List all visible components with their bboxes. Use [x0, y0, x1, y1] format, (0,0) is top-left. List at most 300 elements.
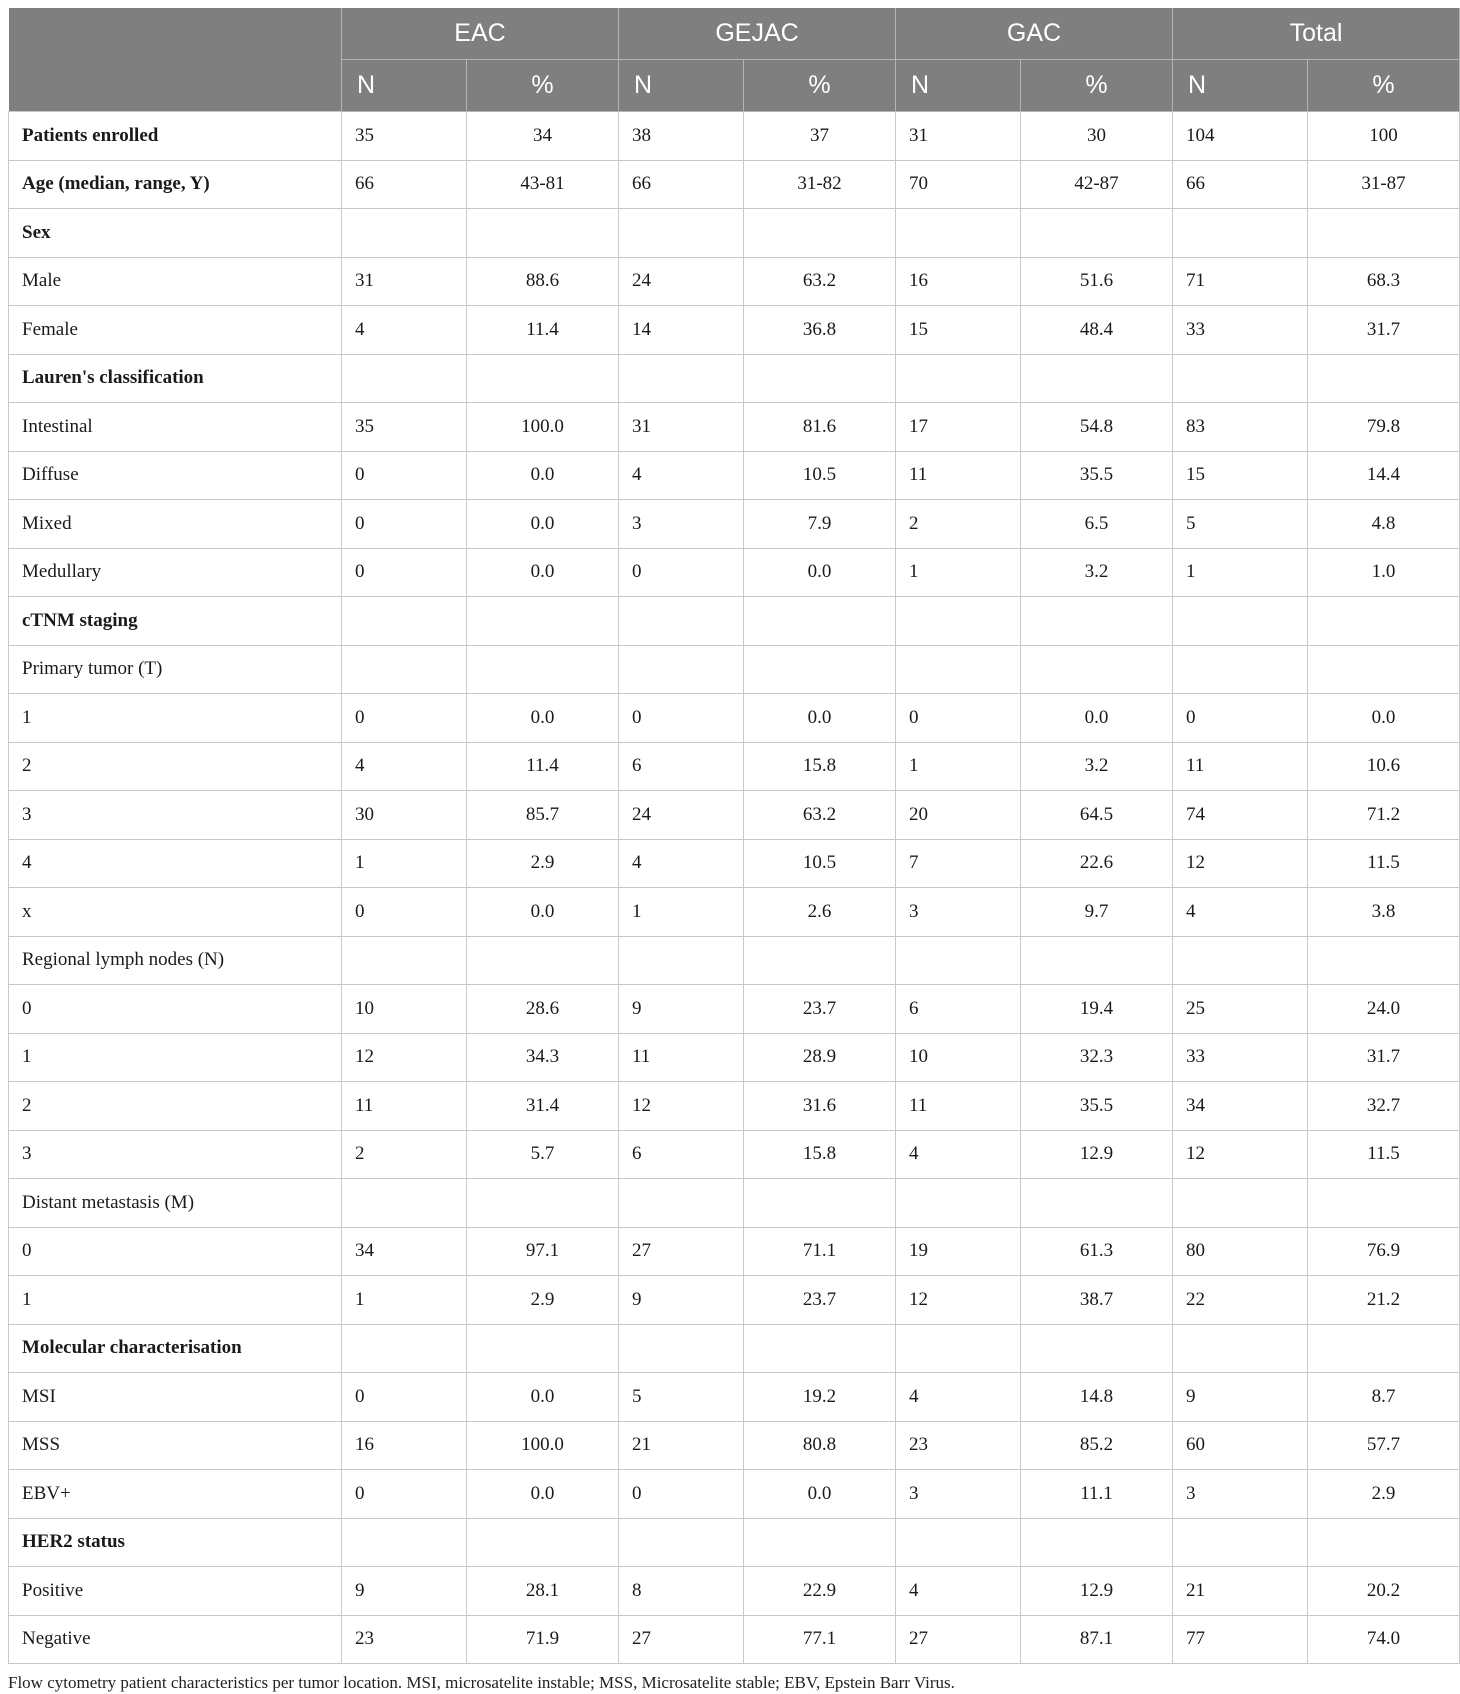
row-label: HER2 status [9, 1518, 342, 1567]
count-cell [896, 1518, 1021, 1567]
count-cell: 0 [342, 451, 467, 500]
percent-cell: 80.8 [744, 1421, 896, 1470]
table-row [9, 1082, 1460, 1131]
row-label: Female [9, 306, 342, 355]
percent-cell: 88.6 [467, 257, 619, 306]
table-row [9, 1373, 1460, 1422]
percent-cell: 81.6 [744, 403, 896, 452]
percent-cell [1308, 1518, 1460, 1567]
row-label: cTNM staging [9, 597, 342, 646]
percent-cell: 6.5 [1021, 500, 1173, 549]
count-cell: 4 [619, 451, 744, 500]
table-row [9, 742, 1460, 791]
table-row [9, 1615, 1460, 1664]
row-label: 0 [9, 1227, 342, 1276]
percent-cell: 37 [744, 112, 896, 161]
table-body [9, 112, 1460, 1664]
percent-cell: 2.6 [744, 888, 896, 937]
count-cell: 1 [342, 1276, 467, 1325]
table-row [9, 403, 1460, 452]
percent-cell: 32.3 [1021, 1033, 1173, 1082]
count-cell: 33 [1173, 306, 1308, 355]
count-cell [1173, 936, 1308, 985]
group-header-gac: GAC [896, 8, 1173, 60]
count-cell: 2 [896, 500, 1021, 549]
percent-cell: 0.0 [467, 451, 619, 500]
count-cell: 0 [342, 500, 467, 549]
count-cell: 23 [896, 1421, 1021, 1470]
count-cell [896, 645, 1021, 694]
percent-cell: 11.1 [1021, 1470, 1173, 1519]
percent-cell [1308, 1179, 1460, 1228]
count-cell: 71 [1173, 257, 1308, 306]
count-cell: 15 [1173, 451, 1308, 500]
count-cell: 27 [619, 1227, 744, 1276]
table-caption: Flow cytometry patient characteristics per tumor location. MSI, microsatelite instable; MSS, Microsatelite stable; EBV, Epstein Barr Virus. [8, 1673, 955, 1692]
count-cell: 60 [1173, 1421, 1308, 1470]
count-cell: 5 [1173, 500, 1308, 549]
percent-cell: 15.8 [744, 1130, 896, 1179]
percent-cell: 11.4 [467, 742, 619, 791]
row-label: Negative [9, 1615, 342, 1664]
count-cell: 30 [342, 791, 467, 840]
percent-cell [467, 1324, 619, 1373]
count-cell [342, 1324, 467, 1373]
percent-cell: 2.9 [467, 839, 619, 888]
percent-cell [744, 209, 896, 258]
percent-cell: 0.0 [744, 548, 896, 597]
percent-cell: 11.5 [1308, 839, 1460, 888]
count-cell: 38 [619, 112, 744, 161]
table-row [9, 306, 1460, 355]
percent-cell: 0.0 [467, 888, 619, 937]
table-row [9, 257, 1460, 306]
subheader-percent: % [1308, 60, 1460, 112]
percent-cell: 28.6 [467, 985, 619, 1034]
count-cell [896, 354, 1021, 403]
percent-cell: 31.7 [1308, 306, 1460, 355]
count-cell [342, 1179, 467, 1228]
percent-cell: 22.6 [1021, 839, 1173, 888]
count-cell: 74 [1173, 791, 1308, 840]
count-cell: 70 [896, 160, 1021, 209]
count-cell: 5 [619, 1373, 744, 1422]
percent-cell: 31-87 [1308, 160, 1460, 209]
percent-cell: 0.0 [1308, 694, 1460, 743]
percent-cell: 22.9 [744, 1567, 896, 1616]
table-row [9, 1033, 1460, 1082]
count-cell: 11 [342, 1082, 467, 1131]
group-header-eac: EAC [342, 8, 619, 60]
percent-cell [1308, 1324, 1460, 1373]
count-cell: 3 [896, 1470, 1021, 1519]
percent-cell [1021, 1518, 1173, 1567]
table-row [9, 160, 1460, 209]
subheader-percent: % [1021, 60, 1173, 112]
table-row [9, 694, 1460, 743]
subheader-percent: % [744, 60, 896, 112]
count-cell: 4 [896, 1130, 1021, 1179]
count-cell [1173, 1324, 1308, 1373]
percent-cell [1021, 645, 1173, 694]
row-label: 2 [9, 742, 342, 791]
count-cell [619, 645, 744, 694]
count-cell: 6 [896, 985, 1021, 1034]
count-cell: 1 [896, 548, 1021, 597]
row-label: Positive [9, 1567, 342, 1616]
count-cell: 25 [1173, 985, 1308, 1034]
count-cell: 16 [896, 257, 1021, 306]
count-cell: 4 [896, 1567, 1021, 1616]
percent-cell: 2.9 [1308, 1470, 1460, 1519]
percent-cell: 31.7 [1308, 1033, 1460, 1082]
percent-cell: 32.7 [1308, 1082, 1460, 1131]
percent-cell: 48.4 [1021, 306, 1173, 355]
count-cell: 19 [896, 1227, 1021, 1276]
count-cell: 0 [342, 1470, 467, 1519]
row-label: x [9, 888, 342, 937]
percent-cell: 34 [467, 112, 619, 161]
percent-cell: 0.0 [744, 1470, 896, 1519]
table-row [9, 1179, 1460, 1228]
percent-cell: 3.8 [1308, 888, 1460, 937]
header-corner [9, 8, 342, 112]
subheader-percent: % [467, 60, 619, 112]
percent-cell [1308, 645, 1460, 694]
count-cell: 33 [1173, 1033, 1308, 1082]
count-cell: 6 [619, 742, 744, 791]
percent-cell: 35.5 [1021, 1082, 1173, 1131]
percent-cell: 0.0 [1021, 694, 1173, 743]
count-cell [619, 1518, 744, 1567]
percent-cell [744, 1324, 896, 1373]
percent-cell: 0.0 [744, 694, 896, 743]
count-cell [1173, 597, 1308, 646]
count-cell: 21 [1173, 1567, 1308, 1616]
percent-cell: 2.9 [467, 1276, 619, 1325]
percent-cell: 77.1 [744, 1615, 896, 1664]
row-label: 3 [9, 1130, 342, 1179]
count-cell [619, 597, 744, 646]
percent-cell: 12.9 [1021, 1567, 1173, 1616]
row-label: Diffuse [9, 451, 342, 500]
count-cell: 24 [619, 791, 744, 840]
count-cell: 11 [896, 1082, 1021, 1131]
subheader-n: N [342, 60, 467, 112]
count-cell [1173, 209, 1308, 258]
count-cell: 66 [342, 160, 467, 209]
percent-cell [467, 597, 619, 646]
count-cell: 14 [619, 306, 744, 355]
percent-cell [744, 645, 896, 694]
count-cell: 1 [619, 888, 744, 937]
count-cell [1173, 1518, 1308, 1567]
percent-cell [744, 597, 896, 646]
percent-cell: 71.9 [467, 1615, 619, 1664]
count-cell: 0 [619, 694, 744, 743]
percent-cell: 0.0 [467, 694, 619, 743]
percent-cell: 85.7 [467, 791, 619, 840]
percent-cell: 68.3 [1308, 257, 1460, 306]
count-cell: 20 [896, 791, 1021, 840]
count-cell: 3 [1173, 1470, 1308, 1519]
count-cell: 4 [342, 742, 467, 791]
percent-cell: 63.2 [744, 791, 896, 840]
percent-cell: 31-82 [744, 160, 896, 209]
count-cell: 66 [1173, 160, 1308, 209]
count-cell: 0 [342, 888, 467, 937]
count-cell: 31 [342, 257, 467, 306]
count-cell: 16 [342, 1421, 467, 1470]
percent-cell: 0.0 [467, 1373, 619, 1422]
percent-cell: 71.1 [744, 1227, 896, 1276]
percent-cell [1308, 597, 1460, 646]
count-cell: 66 [619, 160, 744, 209]
row-label: 1 [9, 694, 342, 743]
row-label: Lauren's classification [9, 354, 342, 403]
percent-cell: 3.2 [1021, 548, 1173, 597]
count-cell: 8 [619, 1567, 744, 1616]
percent-cell: 20.2 [1308, 1567, 1460, 1616]
row-label: Molecular characterisation [9, 1324, 342, 1373]
row-label: Primary tumor (T) [9, 645, 342, 694]
table-row [9, 1567, 1460, 1616]
count-cell: 12 [619, 1082, 744, 1131]
percent-cell [1308, 354, 1460, 403]
percent-cell: 100.0 [467, 1421, 619, 1470]
percent-cell: 31.6 [744, 1082, 896, 1131]
count-cell [342, 645, 467, 694]
count-cell [896, 209, 1021, 258]
count-cell: 80 [1173, 1227, 1308, 1276]
percent-cell: 38.7 [1021, 1276, 1173, 1325]
row-label: EBV+ [9, 1470, 342, 1519]
percent-cell [744, 1518, 896, 1567]
percent-cell [467, 645, 619, 694]
row-label: Sex [9, 209, 342, 258]
row-label: 4 [9, 839, 342, 888]
percent-cell: 97.1 [467, 1227, 619, 1276]
count-cell: 12 [1173, 839, 1308, 888]
percent-cell: 0.0 [467, 1470, 619, 1519]
table-row [9, 548, 1460, 597]
percent-cell: 19.4 [1021, 985, 1173, 1034]
percent-cell: 61.3 [1021, 1227, 1173, 1276]
count-cell: 104 [1173, 112, 1308, 161]
table-row [9, 645, 1460, 694]
percent-cell: 0.0 [467, 548, 619, 597]
percent-cell: 87.1 [1021, 1615, 1173, 1664]
count-cell: 6 [619, 1130, 744, 1179]
percent-cell: 35.5 [1021, 451, 1173, 500]
count-cell: 77 [1173, 1615, 1308, 1664]
percent-cell: 43-81 [467, 160, 619, 209]
count-cell [1173, 1179, 1308, 1228]
percent-cell: 64.5 [1021, 791, 1173, 840]
group-header-total: Total [1173, 8, 1460, 60]
subheader-n: N [1173, 60, 1308, 112]
count-cell [619, 1179, 744, 1228]
percent-cell: 11.5 [1308, 1130, 1460, 1179]
table-header [9, 8, 1460, 112]
count-cell [1173, 645, 1308, 694]
count-cell: 9 [619, 1276, 744, 1325]
count-cell: 31 [619, 403, 744, 452]
percent-cell [1021, 354, 1173, 403]
count-cell: 0 [342, 694, 467, 743]
row-label: 1 [9, 1033, 342, 1082]
table-row [9, 1276, 1460, 1325]
count-cell: 1 [1173, 548, 1308, 597]
percent-cell: 57.7 [1308, 1421, 1460, 1470]
count-cell: 27 [619, 1615, 744, 1664]
count-cell [342, 936, 467, 985]
row-label: 0 [9, 985, 342, 1034]
count-cell: 21 [619, 1421, 744, 1470]
count-cell: 9 [1173, 1373, 1308, 1422]
table-row [9, 1421, 1460, 1470]
percent-cell [1021, 1324, 1173, 1373]
count-cell [619, 209, 744, 258]
percent-cell: 11.4 [467, 306, 619, 355]
table-row [9, 1324, 1460, 1373]
count-cell: 9 [342, 1567, 467, 1616]
count-cell: 2 [342, 1130, 467, 1179]
percent-cell: 85.2 [1021, 1421, 1173, 1470]
count-cell: 3 [619, 500, 744, 549]
count-cell: 35 [342, 112, 467, 161]
percent-cell: 79.8 [1308, 403, 1460, 452]
count-cell: 4 [1173, 888, 1308, 937]
table-row [9, 1227, 1460, 1276]
percent-cell: 4.8 [1308, 500, 1460, 549]
count-cell: 10 [896, 1033, 1021, 1082]
count-cell [342, 354, 467, 403]
count-cell: 12 [1173, 1130, 1308, 1179]
percent-cell: 23.7 [744, 985, 896, 1034]
table-row [9, 354, 1460, 403]
count-cell: 12 [342, 1033, 467, 1082]
row-label: Regional lymph nodes (N) [9, 936, 342, 985]
row-label: MSS [9, 1421, 342, 1470]
count-cell: 11 [619, 1033, 744, 1082]
count-cell [342, 209, 467, 258]
count-cell: 0 [619, 1470, 744, 1519]
count-cell [342, 1518, 467, 1567]
count-cell: 83 [1173, 403, 1308, 452]
percent-cell [467, 209, 619, 258]
percent-cell: 28.9 [744, 1033, 896, 1082]
table-row [9, 985, 1460, 1034]
percent-cell [744, 936, 896, 985]
percent-cell [1021, 597, 1173, 646]
count-cell: 22 [1173, 1276, 1308, 1325]
percent-cell: 24.0 [1308, 985, 1460, 1034]
count-cell: 10 [342, 985, 467, 1034]
table-row [9, 209, 1460, 258]
percent-cell [467, 354, 619, 403]
percent-cell: 15.8 [744, 742, 896, 791]
count-cell [342, 597, 467, 646]
count-cell: 0 [342, 1373, 467, 1422]
table-row [9, 112, 1460, 161]
percent-cell: 31.4 [467, 1082, 619, 1131]
percent-cell [1308, 209, 1460, 258]
percent-cell: 21.2 [1308, 1276, 1460, 1325]
count-cell: 12 [896, 1276, 1021, 1325]
count-cell [896, 1324, 1021, 1373]
table-row [9, 1130, 1460, 1179]
table-row [9, 1470, 1460, 1519]
count-cell: 31 [896, 112, 1021, 161]
count-cell [619, 936, 744, 985]
count-cell: 4 [896, 1373, 1021, 1422]
table-container [8, 8, 1452, 1693]
percent-cell: 0.0 [467, 500, 619, 549]
row-label: Age (median, range, Y) [9, 160, 342, 209]
row-label: Patients enrolled [9, 112, 342, 161]
count-cell: 23 [342, 1615, 467, 1664]
percent-cell [467, 936, 619, 985]
count-cell [896, 1179, 1021, 1228]
count-cell: 1 [342, 839, 467, 888]
count-cell: 1 [896, 742, 1021, 791]
group-header-gejac: GEJAC [619, 8, 896, 60]
percent-cell: 10.6 [1308, 742, 1460, 791]
count-cell: 35 [342, 403, 467, 452]
count-cell: 34 [1173, 1082, 1308, 1131]
percent-cell: 100.0 [467, 403, 619, 452]
percent-cell [1021, 936, 1173, 985]
row-label: Medullary [9, 548, 342, 597]
percent-cell: 28.1 [467, 1567, 619, 1616]
percent-cell [744, 354, 896, 403]
percent-cell: 10.5 [744, 451, 896, 500]
percent-cell [744, 1179, 896, 1228]
count-cell [619, 1324, 744, 1373]
count-cell: 7 [896, 839, 1021, 888]
percent-cell [467, 1179, 619, 1228]
percent-cell: 100 [1308, 112, 1460, 161]
table-row [9, 500, 1460, 549]
percent-cell: 14.8 [1021, 1373, 1173, 1422]
percent-cell: 76.9 [1308, 1227, 1460, 1276]
percent-cell [1308, 936, 1460, 985]
table-row [9, 597, 1460, 646]
count-cell: 0 [896, 694, 1021, 743]
table-row [9, 839, 1460, 888]
count-cell: 24 [619, 257, 744, 306]
table-row [9, 936, 1460, 985]
count-cell [1173, 354, 1308, 403]
count-cell: 34 [342, 1227, 467, 1276]
row-label: 1 [9, 1276, 342, 1325]
count-cell: 27 [896, 1615, 1021, 1664]
count-cell: 11 [896, 451, 1021, 500]
percent-cell: 36.8 [744, 306, 896, 355]
count-cell: 4 [619, 839, 744, 888]
row-label: Distant metastasis (M) [9, 1179, 342, 1228]
percent-cell: 8.7 [1308, 1373, 1460, 1422]
percent-cell [1021, 209, 1173, 258]
table-row [9, 1518, 1460, 1567]
count-cell [896, 597, 1021, 646]
count-cell: 0 [342, 548, 467, 597]
percent-cell: 54.8 [1021, 403, 1173, 452]
row-label: Intestinal [9, 403, 342, 452]
table-row [9, 888, 1460, 937]
table-row [9, 451, 1460, 500]
